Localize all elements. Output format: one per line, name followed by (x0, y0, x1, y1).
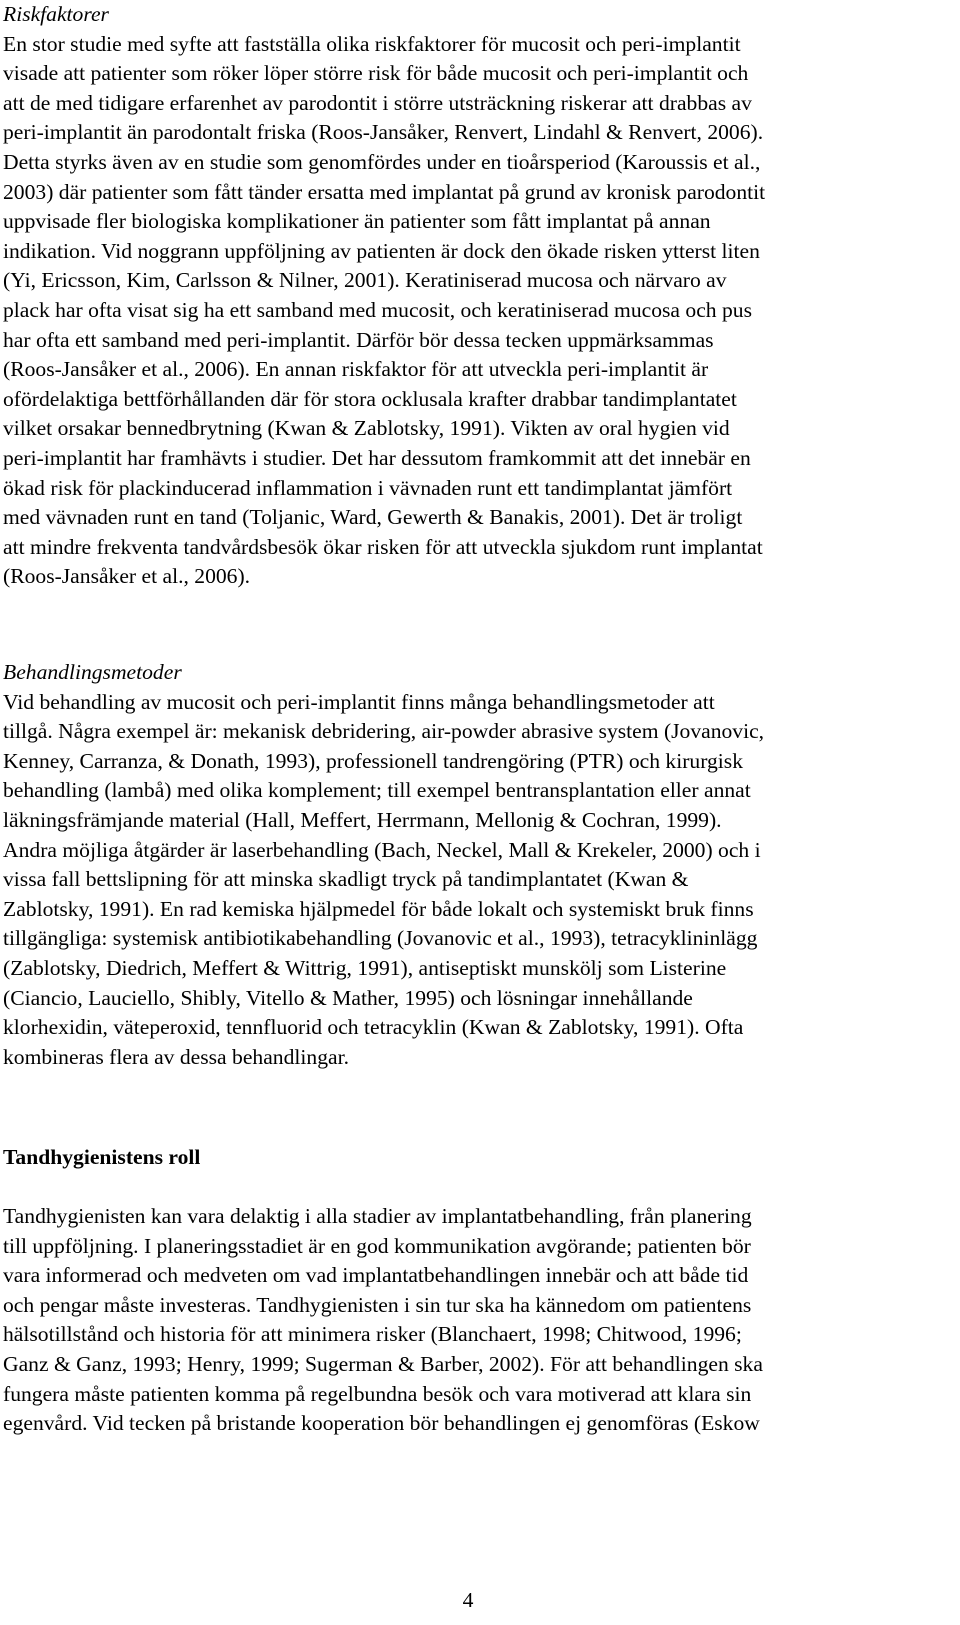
text-line: har ofta ett samband med peri-implantit. Därför bör dessa tecken uppmärksammas (3, 327, 714, 352)
section-body (3, 1202, 763, 1439)
text-line: uppvisade fler biologiska komplikationer än patienter som fått implantat på annan (3, 209, 711, 234)
text-line: Zablotsky, 1991). En rad kemiska hjälpmedel för både lokalt och systemiskt bruk finns (3, 896, 754, 921)
text-line: Ganz & Ganz, 1993; Henry, 1999; Sugerman & Barber, 2002). För att behandlingen ska (3, 1352, 763, 1377)
text-line: vissa fall bettslipning för att minska skadligt tryck på tandimplantatet (Kwan & (3, 867, 689, 892)
section-heading: Behandlingsmetoder (3, 660, 182, 684)
text-line: visade att patienter som röker löper större risk för både mucosit och peri-implantit och (3, 61, 749, 86)
text-line: och pengar måste investeras. Tandhygienisten i sin tur ska ha kännedom om patientens (3, 1292, 752, 1317)
text-line: (Roos-Jansåker et al., 2006). En annan riskfaktor för att utveckla peri-implantit är (3, 357, 709, 382)
text-line: vara informerad och medveten om vad implantatbehandlingen innebär och att både tid (3, 1263, 749, 1288)
text-line: behandling (lambå) med olika komplement; till exempel bentransplantation eller annat (3, 778, 751, 803)
text-line: peri-implantit har framhävts i studier. Det har dessutom framkommit att det innebär en (3, 445, 751, 470)
text-line: tillgå. Några exempel är: mekanisk debridering, air-powder abrasive system (Jovanovic, (3, 719, 765, 744)
text-line: indikation. Vid noggrann uppföljning av patienten är dock den ökade risken ytterst liten (3, 238, 760, 263)
text-line: Tandhygienisten kan vara delaktig i alla stadier av implantatbehandling, från planering (3, 1204, 752, 1229)
section-behandlingsmetoder (3, 658, 764, 1072)
text-line: att mindre frekventa tandvårdsbesök ökar risken för att utveckla sjukdom runt implantat (3, 534, 763, 559)
text-line: läkningsfrämjande material (Hall, Meffert, Herrmann, Mellonig & Cochran, 1999). (3, 807, 722, 832)
text-line: En stor studie med syfte att fastställa olika riskfaktorer för mucosit och peri-implantit (3, 31, 741, 56)
text-line: (Ciancio, Lauciello, Shibly, Vitello & Mather, 1995) och lösningar innehållande (3, 985, 693, 1010)
text-line: kombineras flera av dessa behandlingar. (3, 1044, 349, 1069)
text-line: (Zablotsky, Diedrich, Meffert & Wittrig, 1991), antiseptiskt munskölj som Listerine (3, 955, 727, 980)
text-line: 2003) där patienter som fått tänder ersatta med implantat på grund av kronisk parodontit (3, 179, 766, 204)
text-line: hälsotillstånd och historia för att minimera risker (Blanchaert, 1998; Chitwood, 1996; (3, 1322, 742, 1347)
text-line: Andra möjliga åtgärder är laserbehandling (Bach, Neckel, Mall & Krekeler, 2000) och i (3, 837, 761, 862)
text-line: klorhexidin, väteperoxid, tennfluorid och tetracyklin (Kwan & Zablotsky, 1991). Ofta (3, 1015, 744, 1040)
text-line: Vid behandling av mucosit och peri-implantit finns många behandlingsmetoder att (3, 689, 715, 714)
text-line: fungera måste patienten komma på regelbundna besök och vara motiverad att klara sin (3, 1381, 752, 1406)
section-tandhygienistens-roll (3, 1143, 763, 1439)
text-line: Detta styrks även av en studie som genomfördes under en tioårsperiod (Karoussis et al., (3, 149, 761, 174)
text-line: till uppföljning. I planeringsstadiet är en god kommunikation avgörande; patienten bör (3, 1233, 751, 1258)
section-body (3, 688, 764, 1073)
text-line: (Yi, Ericsson, Kim, Carlsson & Nilner, 2001). Keratiniserad mucosa och närvaro av (3, 268, 727, 293)
text-line: att de med tidigare erfarenhet av parodontit i större utsträckning riskerar att drabbas av (3, 90, 752, 115)
page-number: 4 (462, 1588, 474, 1612)
section-riskfaktorer (3, 0, 765, 592)
text-line: ofördelaktiga bettförhållanden där för stora ocklusala krafter drabbar tandimplantatet (3, 386, 737, 411)
text-line: (Roos-Jansåker et al., 2006). (3, 564, 251, 589)
text-line: Kenney, Carranza, & Donath, 1993), professionell tandrengöring (PTR) och kirurgisk (3, 748, 744, 773)
text-line: peri-implantit än parodontalt friska (Roos-Jansåker, Renvert, Lindahl & Renvert, 2006). (3, 120, 764, 145)
text-line: vilket orsakar bennedbrytning (Kwan & Zablotsky, 1991). Vikten av oral hygien vid (3, 416, 730, 441)
section-heading: Riskfaktorer (3, 2, 109, 26)
text-line: tillgängliga: systemisk antibiotikabehandling (Jovanovic et al., 1993), tetracyklininlägg (3, 926, 758, 951)
text-line: med vävnaden runt en tand (Toljanic, Ward, Gewerth & Banakis, 2001). Det är troligt (3, 505, 743, 530)
section-body (3, 30, 765, 592)
section-heading: Tandhygienistens roll (3, 1145, 201, 1169)
text-line: egenvård. Vid tecken på bristande kooperation bör behandlingen ej genomföras (Eskow (3, 1411, 760, 1436)
text-line: ökad risk för plackinducerad inflammation i vävnaden runt ett tandimplantat jämfört (3, 475, 733, 500)
text-line: plack har ofta visat sig ha ett samband med mucosit, och keratiniserad mucosa och pus (3, 297, 752, 322)
